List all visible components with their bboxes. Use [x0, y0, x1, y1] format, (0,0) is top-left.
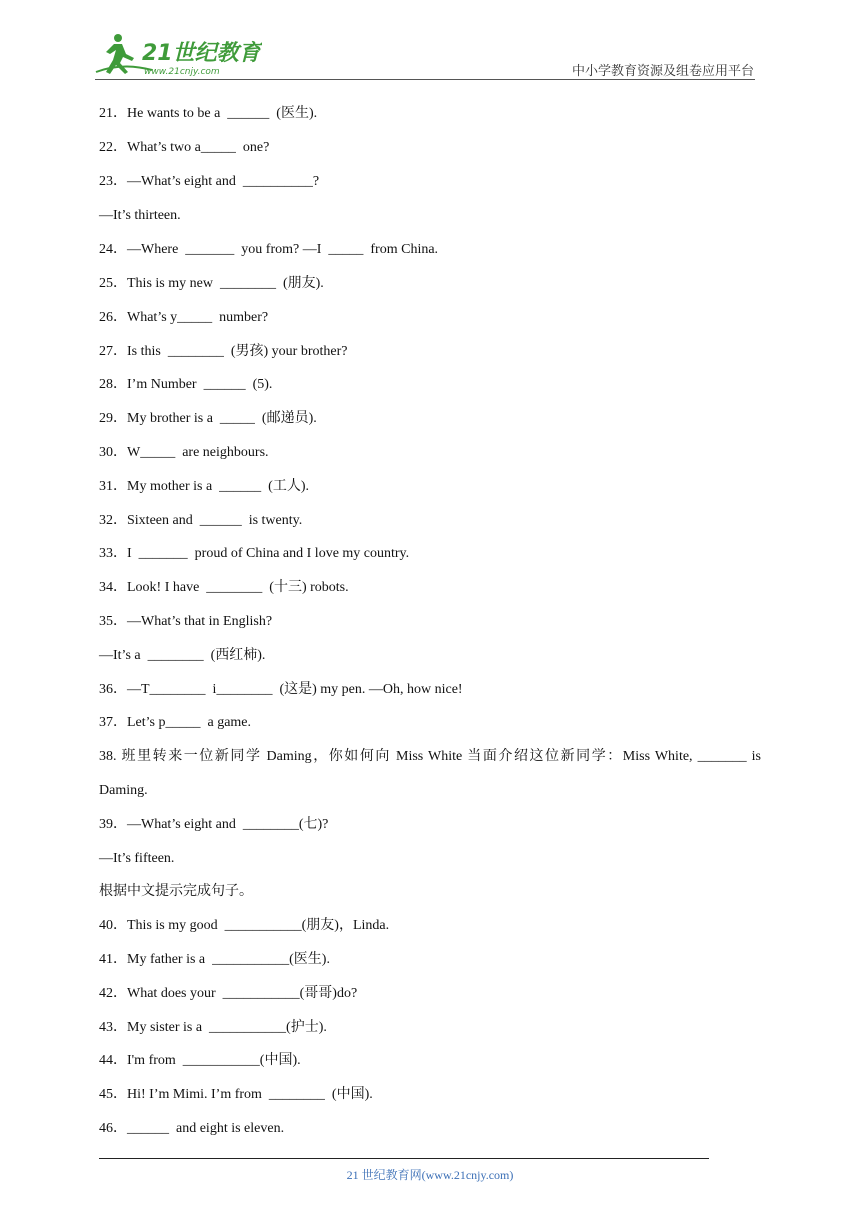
question-line: 44．I'm from ___________(中国).: [99, 1053, 301, 1068]
answer-line: —It’s fifteen.: [99, 851, 175, 866]
question-line: 31．My mother is a ______ (工人).: [99, 479, 309, 494]
logo-title: 21世纪教育: [142, 41, 261, 66]
question-line: 37．Let’s p_____ a game.: [99, 715, 252, 730]
site-logo: [92, 32, 262, 80]
question-line: 38. 班里转来一位新同学 Daming，你如何向 Miss White 当面介绍这位新同学：Miss White, _______ is Daming.: [99, 749, 761, 798]
question-line: 46．______ and eight is eleven.: [99, 1121, 285, 1136]
page-header: [0, 0, 860, 90]
header-platform-text: 中小学教育资源及组卷应用平台: [571, 63, 754, 78]
question-line: 45．Hi! I’m Mimi. I’m from ________ (中国).: [99, 1087, 373, 1102]
question-line: 40．This is my good ___________(朋友)，Linda.: [99, 918, 390, 933]
question-line: 27．Is this ________ (男孩) your brother?: [99, 344, 348, 359]
question-line: 30．W_____ are neighbours.: [99, 445, 269, 460]
question-line: 33．I _______ proud of China and I love my country.: [99, 546, 410, 561]
question-line: 35．—What’s that in English?: [99, 614, 273, 629]
question-line: 39．—What’s eight and ________(七)?: [99, 817, 329, 832]
answer-line: —It’s a ________ (西红柿).: [99, 648, 266, 663]
question-line: 23．—What’s eight and __________?: [99, 174, 320, 189]
header-divider: [95, 79, 755, 80]
question-line: 21．He wants to be a ______ (医生).: [99, 106, 318, 121]
question-line: 36．—T________ i________ (这是) my pen. —Oh, how nice!: [99, 682, 463, 697]
footer-site-link[interactable]: 21 世纪教育网(www.21cnjy.com): [346, 1168, 514, 1182]
question-line: 28．I’m Number ______ (5).: [99, 377, 273, 392]
question-line: 25．This is my new ________ (朋友).: [99, 276, 324, 291]
question-line: 34．Look! I have ________ (十三) robots.: [99, 580, 349, 595]
question-line: 26．What’s y_____ number?: [99, 310, 269, 325]
question-line: 41．My father is a ___________(医生).: [99, 952, 330, 967]
section-instruction: 根据中文提示完成句子。: [99, 884, 253, 899]
question-line: 32．Sixteen and ______ is twenty.: [99, 513, 303, 528]
logo-url: www.21cnjy.com: [144, 67, 220, 77]
question-line: 24．—Where _______ you from? —I _____ from China.: [99, 242, 439, 257]
question-line: 42．What does your ___________(哥哥)do?: [99, 986, 358, 1001]
answer-line: —It’s thirteen.: [99, 208, 181, 223]
question-line: 22．What’s two a_____ one?: [99, 140, 270, 155]
question-line: 43．My sister is a ___________(护士).: [99, 1020, 327, 1035]
question-line: 29．My brother is a _____ (邮递员).: [99, 411, 317, 426]
footer-divider: [99, 1158, 709, 1159]
